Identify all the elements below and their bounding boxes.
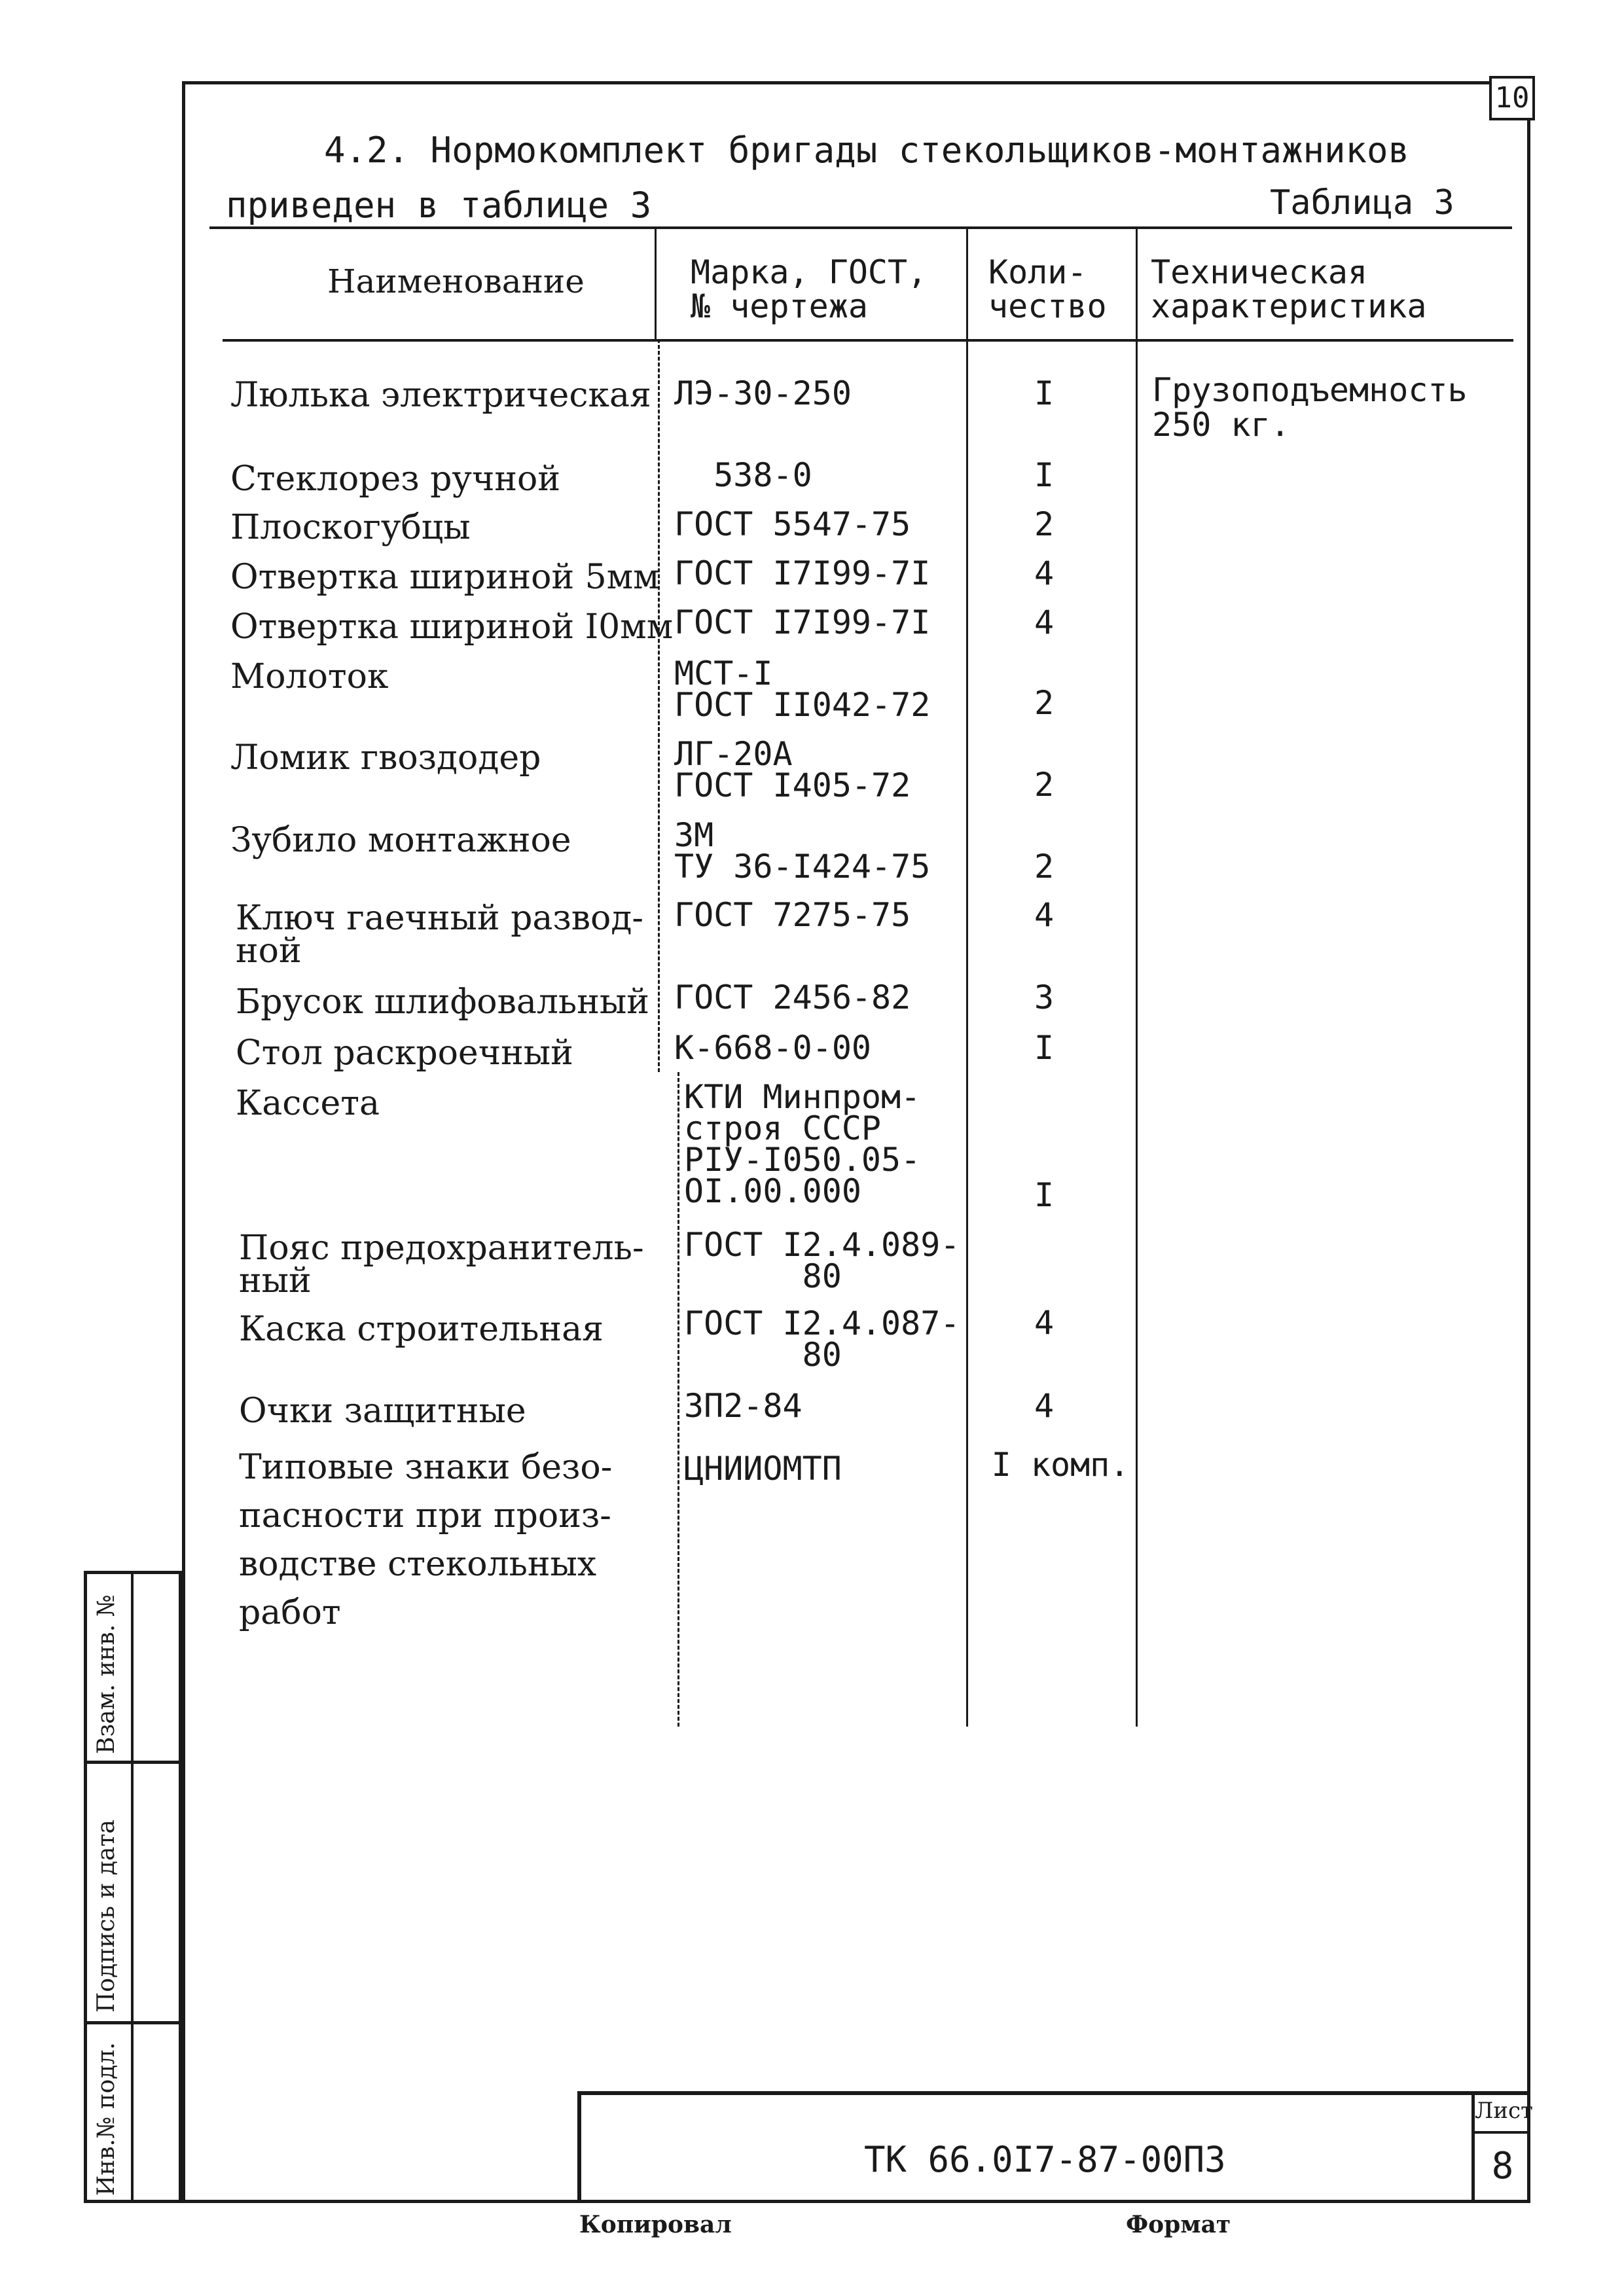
row-1-tech: Грузоподъемность 250 кг. [1152,371,1468,444]
col-divider-1-header [655,229,657,339]
footer-copied: Копировал [579,2211,732,2238]
table-header-line [223,339,1513,342]
row-2-qty: I [1034,456,1055,494]
row-2-mark: 538-0 [674,456,812,494]
row-15-name: Очки защитные [239,1391,526,1431]
header-qty-line1: Коли- [988,253,1087,291]
row-9-mark: ГОСТ 7275-75 [674,896,911,934]
row-3-mark: ГОСТ 5547-75 [674,505,911,543]
margin-strip-divider [131,1571,134,2203]
row-4-qty: 4 [1034,554,1055,592]
col-divider-1 [658,339,660,1072]
document-code: ТК 66.0I7-87-00ПЗ [864,2139,1226,2180]
row-6-qty: 2 [1034,684,1055,722]
row-1-mark: ЛЭ-30-250 [674,374,852,412]
row-6-mark: МСТ-I ГОСТ II042-72 [674,655,931,724]
row-10-name: Брусок шлифовальный [236,982,649,1022]
header-tech [1151,255,1426,323]
row-1-name: Люлька электрическая [230,376,651,415]
row-5-qty: 4 [1034,603,1055,641]
row-4-name: Отвертка шириной 5мм [230,558,660,597]
margin-label-signature: Подпись и дата [93,1820,120,2013]
row-3-name: Плоскогубцы [230,508,471,547]
sheet-label: Лист [1471,2091,1530,2134]
header-qty [988,255,1107,323]
heading-line-1: 4.2. Нормокомплект бригады стекольщиков-монтажников [324,130,1410,171]
row-16-name: Типовые знаки безо- пасности при произ- водстве стекольных работ [239,1448,613,1632]
row-15-qty: 4 [1034,1387,1055,1425]
header-name: Наименование [327,262,585,300]
col-divider-2 [966,229,968,1727]
row-16-mark: ЦНИИОМТП [684,1450,842,1488]
row-16-qty: I комп. [991,1446,1130,1484]
margin-sep-2 [84,2021,182,2024]
sheet-number: 8 [1471,2134,1530,2203]
row-13-mark: ГОСТ I2.4.089- 80 [684,1226,960,1295]
row-8-qty: 2 [1034,848,1055,886]
row-10-mark: ГОСТ 2456-82 [674,978,911,1016]
row-8-mark: ЗМ ТУ 36-I424-75 [674,816,931,886]
row-14-mark: ГОСТ I2.4.087- 80 [684,1304,960,1374]
row-7-qty: 2 [1034,766,1055,804]
heading-line-2: приведен в таблице 3 [226,185,652,226]
footer-format: Формат [1126,2211,1231,2238]
row-4-mark: ГОСТ I7I99-7I [674,554,931,592]
row-8-name: Зубило монтажное [230,821,571,860]
row-13-name: Пояс предохранитель- ный [239,1229,644,1300]
row-5-name: Отвертка шириной I0мм [230,607,674,647]
row-2-name: Стеклорез ручной [230,459,561,499]
margin-label-original: Инв.№ подл. [93,2042,120,2196]
section-heading [226,123,1409,233]
table-title: Таблица 3 [1270,183,1454,223]
row-10-qty: 3 [1034,978,1055,1016]
row-9-qty: 4 [1034,896,1055,934]
row-11-qty: I [1034,1029,1055,1067]
row-11-mark: К-668-0-00 [674,1029,872,1067]
sheet-number-top: 10 [1489,76,1535,120]
header-mark-line1: Марка, ГОСТ, [691,253,928,291]
row-1-qty: I [1034,374,1055,412]
row-12-mark: КТИ Минпром- строя СССР РIУ-I050.05- OI.00.000 [684,1078,921,1210]
margin-sep-1 [84,1761,182,1764]
header-tech-line1: Техническая [1151,253,1368,291]
row-7-mark: ЛГ-20А ГОСТ I405-72 [674,735,911,804]
row-12-name: Кассета [236,1084,380,1123]
table-top-line [209,226,1512,229]
header-tech-line2: характеристика [1151,287,1427,325]
col-divider-1-lower [677,1072,679,1727]
row-14-qty: 4 [1034,1304,1055,1342]
col-divider-3 [1136,229,1138,1727]
row-7-name: Ломик гвоздодер [230,738,541,778]
margin-label-replacement: Взам. инв. № [93,1594,120,1754]
row-15-mark: ЗП2-84 [684,1387,803,1425]
row-5-mark: ГОСТ I7I99-7I [674,603,931,641]
row-12-qty: I [1034,1176,1055,1214]
row-6-name: Молоток [230,657,389,696]
header-mark-line2: № чертежа [691,287,868,325]
row-11-name: Стол раскроечный [236,1033,573,1073]
row-3-qty: 2 [1034,505,1055,543]
header-qty-line2: чество [988,287,1107,325]
row-14-name: Каска строительная [239,1310,604,1349]
header-mark [691,255,927,323]
row-9-name: Ключ гаечный развод- ной [236,899,643,971]
